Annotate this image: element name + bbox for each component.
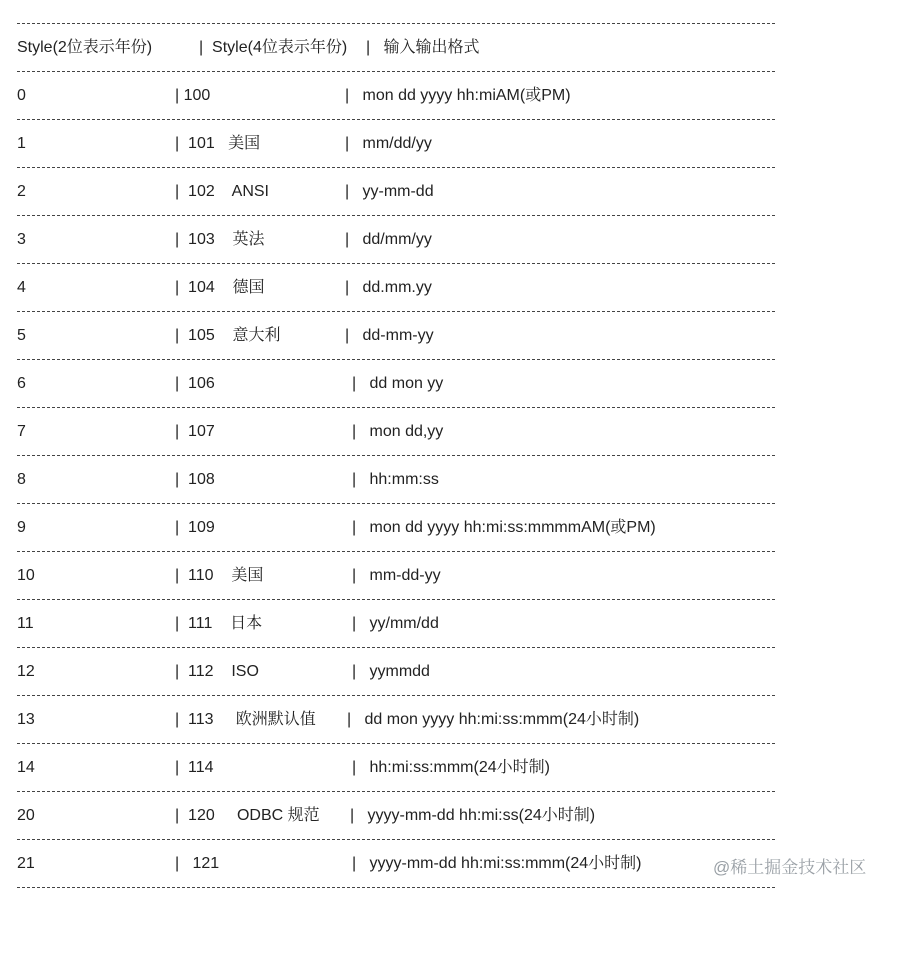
row-format: | yy-mm-dd: [345, 183, 434, 200]
row-style-4digit: | 106: [175, 375, 215, 392]
table-row: [0, 372, 897, 396]
row-style-4digit: | 100: [175, 87, 211, 104]
table-row: [0, 804, 897, 828]
row-format: | dd mon yyyy hh:mi:ss:mmm(24小时制): [347, 711, 640, 728]
dashed-divider: [17, 599, 775, 600]
row-style-2digit: 0: [17, 87, 26, 104]
row-format: | mon dd,yy: [352, 423, 444, 440]
row-style-4digit: | 111 日本: [175, 615, 263, 632]
table-row: [0, 420, 897, 444]
row-style-2digit: 2: [17, 183, 26, 200]
row-format: | mon dd yyyy hh:miAM(或PM): [345, 87, 571, 104]
row-style-2digit: 5: [17, 327, 26, 344]
table-row: [0, 228, 897, 252]
row-style-2digit: 10: [17, 567, 35, 584]
row-format: | yymmdd: [352, 663, 430, 680]
row-style-2digit: 12: [17, 663, 35, 680]
dashed-divider: [17, 359, 775, 360]
row-style-2digit: 9: [17, 519, 26, 536]
dashed-divider: [17, 263, 775, 264]
row-style-2digit: 1: [17, 135, 26, 152]
table-row: [0, 468, 897, 492]
row-style-4digit: | 107: [175, 423, 215, 440]
row-style-4digit: | 120 ODBC 规范: [175, 807, 320, 824]
row-format: | mm/dd/yy: [345, 135, 432, 152]
row-style-4digit: | 121: [175, 855, 220, 872]
table-row: [0, 708, 897, 732]
row-style-2digit: 13: [17, 711, 35, 728]
table-header-row: [0, 36, 897, 60]
row-style-2digit: 6: [17, 375, 26, 392]
row-format: | yyyy-mm-dd hh:mi:ss(24小时制): [350, 807, 596, 824]
row-style-4digit: | 110 美国: [175, 567, 264, 584]
row-style-4digit: | 102 ANSI: [175, 183, 269, 200]
row-style-2digit: 4: [17, 279, 26, 296]
header-io-format: | 输入输出格式: [366, 39, 480, 56]
row-style-2digit: 7: [17, 423, 26, 440]
dashed-divider: [17, 743, 775, 744]
table-row: [0, 756, 897, 780]
dashed-divider: [17, 839, 775, 840]
row-format: | hh:mi:ss:mmm(24小时制): [352, 759, 550, 776]
row-format: | dd/mm/yy: [345, 231, 432, 248]
row-style-2digit: 21: [17, 855, 35, 872]
dashed-divider: [17, 551, 775, 552]
table-row: [0, 132, 897, 156]
table-row: [0, 660, 897, 684]
row-format: | mon dd yyyy hh:mi:ss:mmmmAM(或PM): [352, 519, 656, 536]
row-style-4digit: | 112 ISO: [175, 663, 259, 680]
dashed-divider: [17, 887, 775, 888]
row-format: | hh:mm:ss: [352, 471, 439, 488]
dashed-divider: [17, 119, 775, 120]
row-format: | dd mon yy: [352, 375, 444, 392]
row-style-4digit: | 109: [175, 519, 215, 536]
table-row: [0, 516, 897, 540]
dashed-divider: [17, 503, 775, 504]
dashed-divider: [17, 71, 775, 72]
dashed-divider: [17, 311, 775, 312]
row-style-4digit: | 104 德国: [175, 279, 265, 296]
row-format: | dd-mm-yy: [345, 327, 434, 344]
table-row: [0, 276, 897, 300]
row-style-2digit: 20: [17, 807, 35, 824]
table-row: [0, 564, 897, 588]
row-style-2digit: 3: [17, 231, 26, 248]
header-style-2digit-year: Style(2位表示年份): [17, 39, 153, 56]
dashed-divider: [17, 407, 775, 408]
row-style-2digit: 11: [17, 615, 34, 632]
row-format: | yy/mm/dd: [352, 615, 439, 632]
dashed-divider: [17, 791, 775, 792]
row-style-4digit: | 105 意大利: [175, 327, 281, 344]
dashed-divider: [17, 215, 775, 216]
row-style-4digit: | 103 英法: [175, 231, 265, 248]
row-style-4digit: | 114: [175, 759, 214, 776]
table-row: [0, 324, 897, 348]
dashed-divider: [17, 23, 775, 24]
row-style-4digit: | 101 美国: [175, 135, 261, 152]
row-format: | yyyy-mm-dd hh:mi:ss:mmm(24小时制): [352, 855, 642, 872]
row-format: | mm-dd-yy: [352, 567, 441, 584]
dashed-divider: [17, 455, 775, 456]
dashed-divider: [17, 647, 775, 648]
table-row: [0, 84, 897, 108]
table-row: [0, 180, 897, 204]
table-row: [0, 612, 897, 636]
row-style-4digit: | 113 欧洲默认值: [175, 711, 316, 728]
header-style-4digit-year: | Style(4位表示年份): [199, 39, 348, 56]
row-style-2digit: 14: [17, 759, 35, 776]
site-watermark: @稀土掘金技术社区: [713, 858, 867, 877]
dashed-divider: [17, 167, 775, 168]
row-format: | dd.mm.yy: [345, 279, 432, 296]
row-style-4digit: | 108: [175, 471, 215, 488]
dashed-divider: [17, 695, 775, 696]
row-style-2digit: 8: [17, 471, 26, 488]
